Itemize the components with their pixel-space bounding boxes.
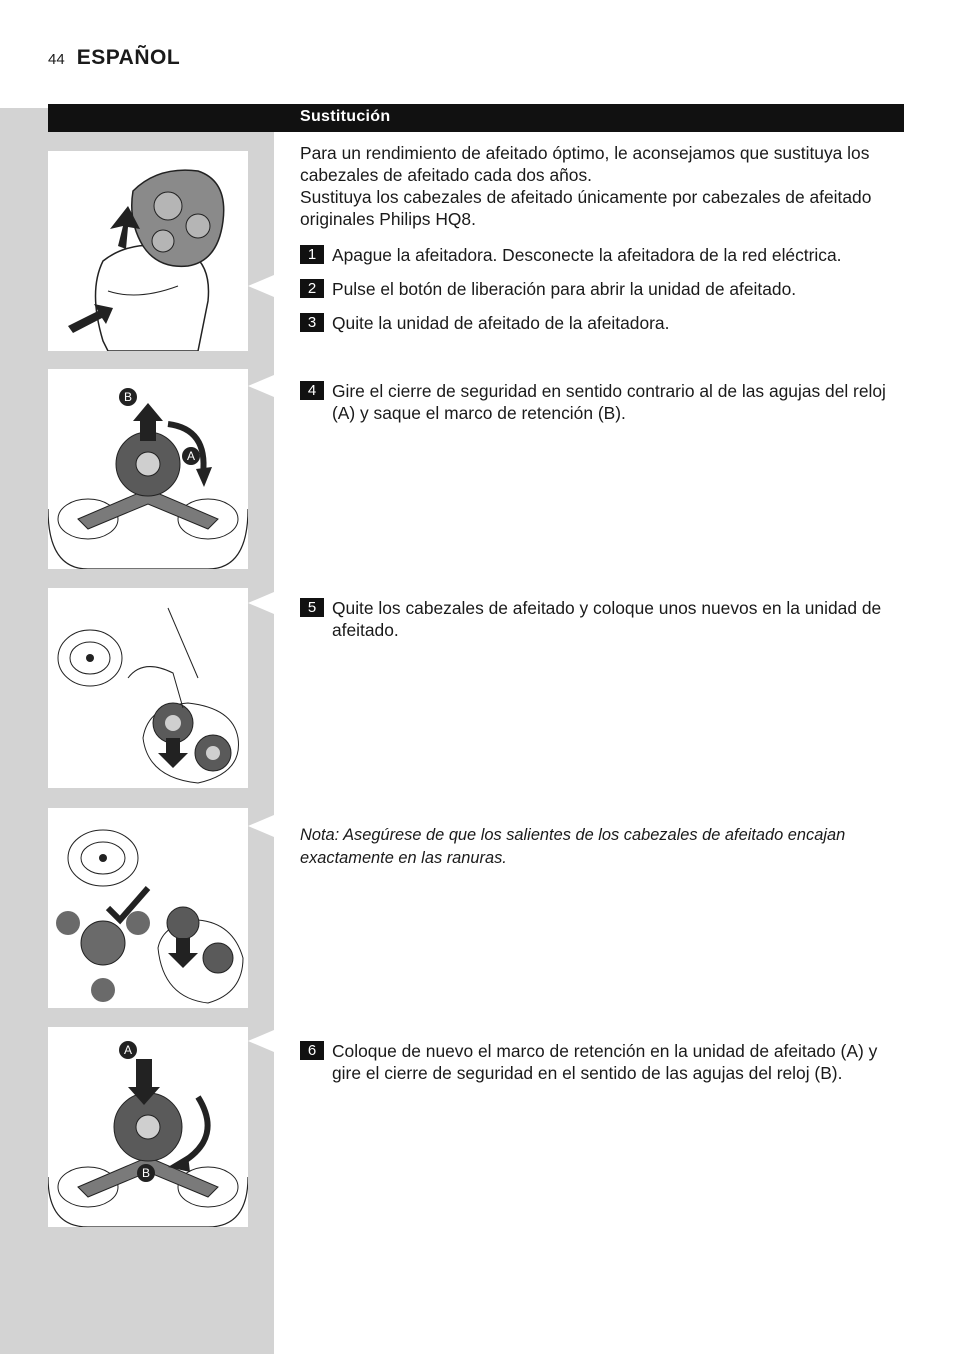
section-header-bar (48, 104, 904, 132)
step-number: 2 (300, 279, 324, 298)
language-title: ESPAÑOL (76, 46, 181, 69)
step-text: Quite los cabezales de afeitado y coloque unos nuevos en la unidad de afeitado. (332, 598, 882, 640)
shaver-open-illustration (48, 151, 248, 351)
note-text: Nota: Asegúrese de que los salientes de los cabezales de afeitado encajan exactamente en las ranuras. (300, 826, 846, 867)
figure-pointer (248, 275, 274, 297)
step-number: 5 (300, 598, 324, 617)
label-a: A (186, 449, 196, 463)
figure-note-projections (48, 808, 248, 1008)
step-6 (300, 1040, 900, 1084)
label-a: A (123, 1043, 133, 1057)
intro-text (300, 142, 900, 230)
figure-remove-retaining-frame (48, 369, 248, 569)
figure-pointer (248, 815, 274, 837)
step-text: Coloque de nuevo el marco de retención en la unidad de afeitado (A) y gire el cierre de seguridad en el sentido de las agujas del reloj (B). (332, 1041, 878, 1083)
figure-replace-retaining-frame (48, 1027, 248, 1227)
page-header (48, 46, 180, 76)
step-text: Quite la unidad de afeitado de la afeitadora. (332, 313, 670, 333)
figure-pointer (248, 375, 274, 397)
figure-pointer (248, 1030, 274, 1052)
step-5 (300, 597, 900, 641)
retaining-frame-open-illustration (48, 369, 248, 569)
step-number: 1 (300, 245, 324, 264)
step-text: Pulse el botón de liberación para abrir la unidad de afeitado. (332, 279, 797, 299)
figure-open-shaving-unit (48, 151, 248, 351)
step-2 (300, 278, 900, 300)
figure-replace-heads (48, 588, 248, 788)
step-text: Gire el cierre de seguridad en sentido contrario al de las agujas del reloj (A) y saque el marco de retención (B). (332, 381, 886, 423)
step-1 (300, 244, 900, 266)
step-3 (300, 312, 900, 334)
label-b: B (141, 1166, 151, 1180)
step-number: 6 (300, 1041, 324, 1060)
figure-pointer (248, 592, 274, 614)
page-number: 44 (48, 51, 65, 68)
step-number: 3 (300, 313, 324, 332)
label-b: B (123, 390, 133, 404)
step-number: 4 (300, 381, 324, 400)
step-4 (300, 380, 900, 424)
replace-heads-illustration (48, 588, 248, 788)
step-text: Apague la afeitadora. Desconecte la afeitadora de la red eléctrica. (332, 245, 842, 265)
projections-fit-illustration (48, 808, 248, 1008)
intro-paragraph: Para un rendimiento de afeitado óptimo, le aconsejamos que sustituya los cabezales de afeitado cada dos años. (300, 143, 870, 185)
section-title: Sustitución (300, 108, 391, 125)
intro-paragraph: Sustituya los cabezales de afeitado únicamente por cabezales de afeitado originales Philips HQ8. (300, 187, 872, 229)
retaining-frame-close-illustration (48, 1027, 248, 1227)
